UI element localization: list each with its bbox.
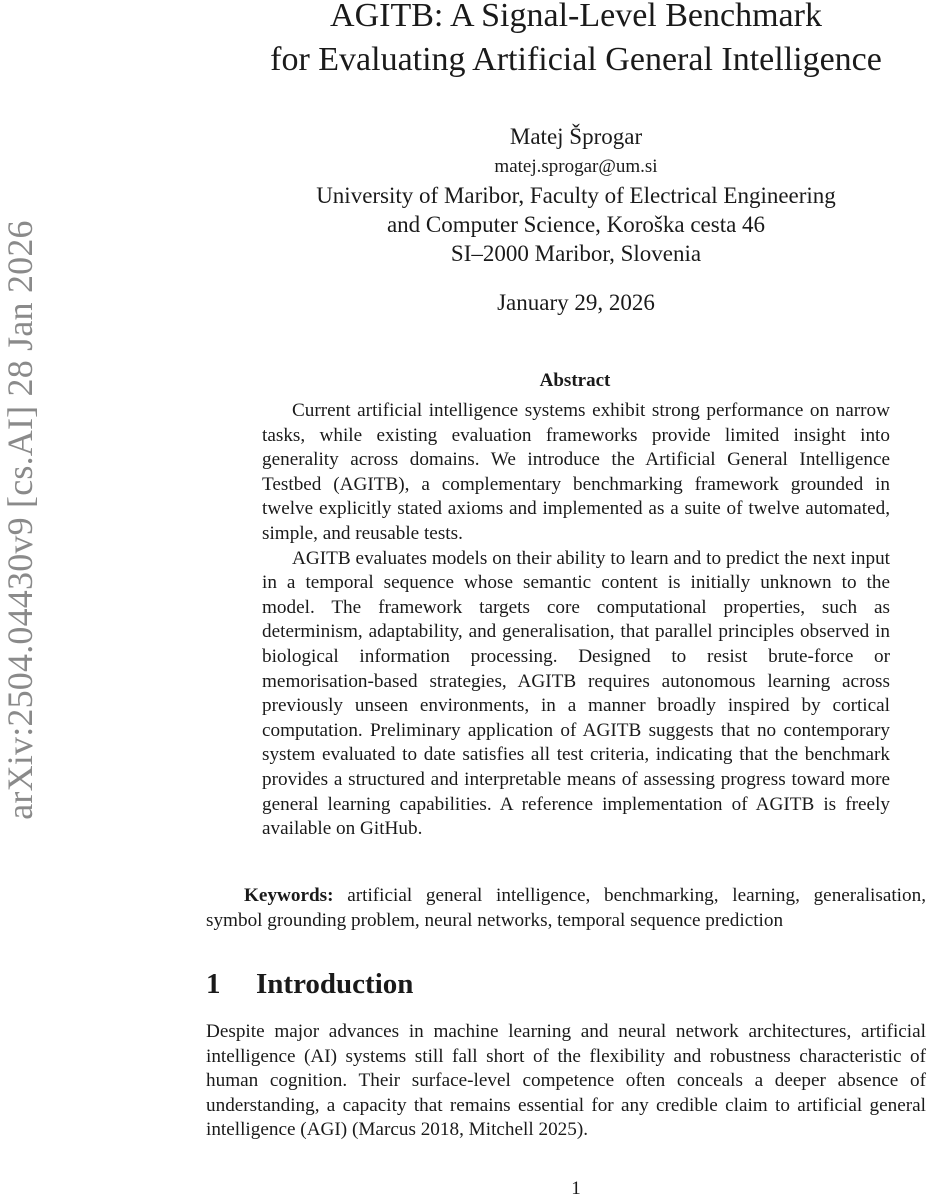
author-email: matej.sprogar@um.si	[494, 156, 658, 177]
keywords	[206, 884, 926, 933]
affiliation-line-1: University of Maribor, Faculty of Electrical Engineering	[316, 183, 836, 208]
abstract-heading: Abstract	[539, 370, 611, 391]
paper-title-line-2: for Evaluating Artificial General Intelligence	[270, 41, 882, 78]
introduction-paragraph-1: Despite major advances in machine learning and neural network architectures, artificial intelligence (AI) systems still fall short of the flexibility and robustness characteristic of human cognition. Their surface-level competence often conceals a deeper absence of understanding, a capacity that remains essential for any credible claim to artificial general intelligence (AGI) (Marcus 2018, Mitchell 2025).	[206, 1021, 926, 1141]
section-number: 1	[206, 968, 221, 1000]
page-number: 1	[571, 1178, 581, 1199]
abstract-paragraph-1: Current artificial intelligence systems exhibit strong performance on narrow tasks, while existing evaluation frameworks provide limited insight into generality across domains. We introduce the Artificial General Intelligence Testbed (AGITB), a complementary benchmarking framework grounded in twelve explicitly stated axioms and implemented as a suite of twelve automated, simple, and reusable tests.	[262, 400, 890, 544]
affiliation-line-3: SI–2000 Maribor, Slovenia	[450, 241, 702, 266]
introduction-body	[206, 1020, 926, 1143]
keywords-label: Keywords:	[244, 885, 334, 906]
abstract-paragraph-2: AGITB evaluates models on their ability to learn and to predict the next input in a temporal sequence whose semantic content is initially unknown to the model. The framework targets core computational properties, such as determinism, adaptability, and generalisation, that parallel principles observed in biological information processing. Designed to resist brute-force or memorisation-based strategies, AGITB requires autonomous learning across previously unseen environments, in a manner broadly inspired by cortical computation. Preliminary application of AGITB suggests that no contemporary system evaluated to date satisfies all test criteria, indicating that the benchmark provides a structured and interpretable means of assessing progress toward more general learning capabilities. A reference implementation of AGITB is freely available on GitHub.	[262, 547, 890, 840]
section-heading	[206, 966, 413, 1002]
section-title: Introduction	[256, 968, 414, 1000]
abstract-body	[262, 399, 890, 842]
arxiv-margin-stamp: arXiv:2504.04430v9 [cs.AI] 28 Jan 2026	[0, 220, 40, 820]
affiliation-line-2: and Computer Science, Koroška cesta 46	[386, 212, 766, 237]
author-name: Matej Šprogar	[509, 124, 643, 149]
paper-title-line-1: AGITB: A Signal-Level Benchmark	[330, 0, 822, 34]
publication-date: January 29, 2026	[497, 290, 655, 315]
keywords-text: artificial general intelligence, benchmarking, learning, generalisation, symbol grounding problem, neural networks, temporal sequence prediction	[206, 885, 927, 931]
